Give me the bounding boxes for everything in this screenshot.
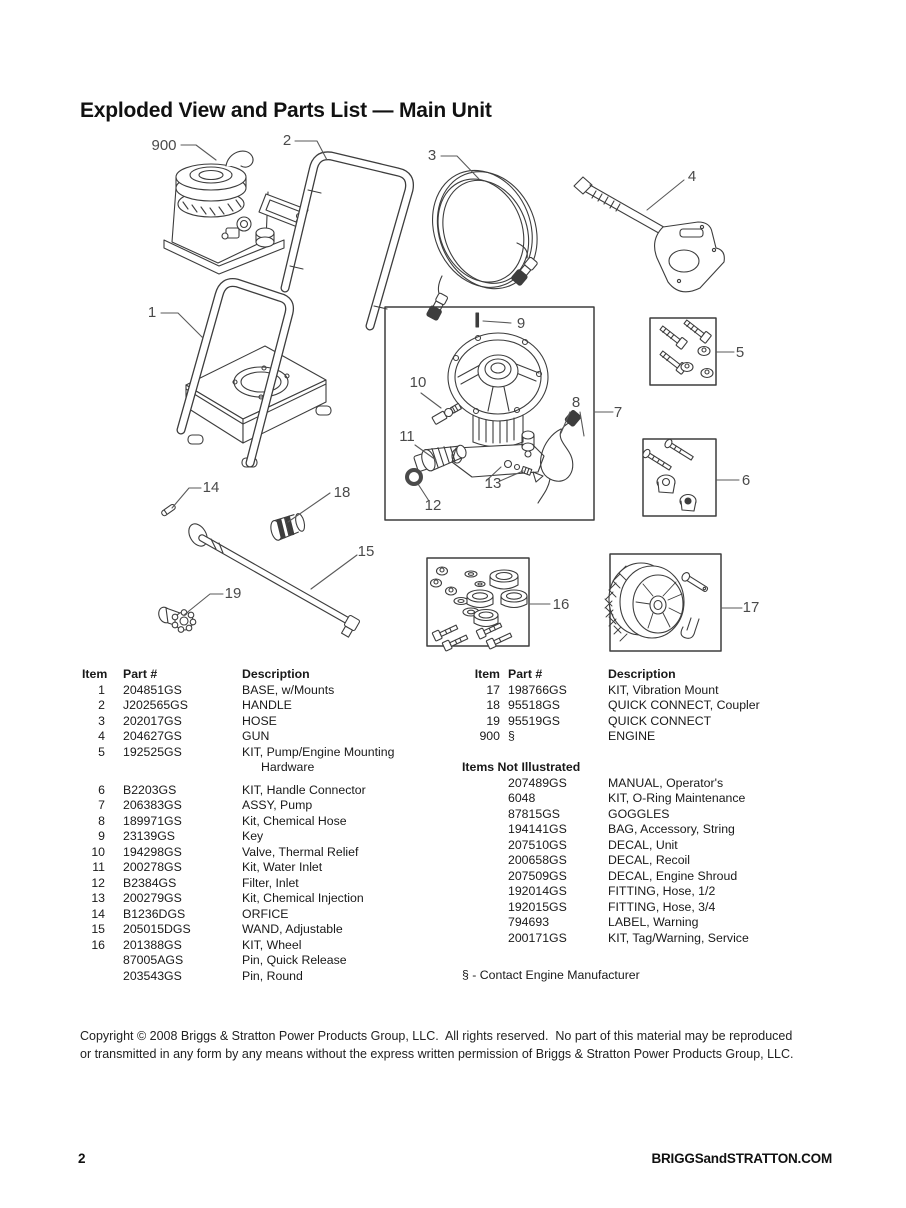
parts-row: 87005AGS Pin, Quick Release xyxy=(123,953,347,967)
callout-label-900: 900 xyxy=(151,137,177,154)
not-illustrated-header: Items Not Illustrated xyxy=(462,760,581,774)
table-spacer xyxy=(82,776,442,783)
parts-row: 1 204851GS BASE, w/Mounts xyxy=(98,682,335,697)
parts-row: 200171GS KIT, Tag/Warning, Service xyxy=(508,930,749,945)
wheel-box xyxy=(605,554,721,651)
callout-label-17: 17 xyxy=(742,599,760,616)
callout-leader-line xyxy=(172,488,201,508)
rubber-mounts xyxy=(467,570,527,627)
parts-row: 9 23139GS Key xyxy=(98,829,264,843)
parts-row: 19 95519GS QUICK CONNECT xyxy=(486,713,712,728)
frame-drawing xyxy=(181,283,331,468)
callout-label-2: 2 xyxy=(282,132,292,149)
page-number: 2 xyxy=(78,1151,86,1166)
parts-table-right xyxy=(462,667,843,984)
parts-row: 3 202017GS HOSE xyxy=(98,713,277,728)
parts-row: 16 201388GS KIT, Wheel xyxy=(91,937,302,952)
callout-leader-line xyxy=(421,393,441,408)
handle-drawing xyxy=(285,156,410,326)
parts-row: 192014GS FITTING, Hose, 1/2 xyxy=(508,884,716,898)
parts-row: Hardware xyxy=(261,760,315,774)
coupler-drawing xyxy=(269,513,307,542)
parts-table-header: Item Part # Description xyxy=(82,667,310,681)
parts-row: 194141GS BAG, Accessory, String xyxy=(508,822,735,836)
callout-label-8: 8 xyxy=(571,394,581,411)
parts-row: 12 B2384GS Filter, Inlet xyxy=(91,875,299,890)
parts-row: 15 205015DGS WAND, Adjustable xyxy=(91,922,343,936)
parts-row: 87815GS GOGGLES xyxy=(508,806,670,821)
parts-row: 192015GS FITTING, Hose, 3/4 xyxy=(508,899,716,914)
parts-row: 207510GS DECAL, Unit xyxy=(508,837,678,852)
parts-table-left xyxy=(82,667,442,984)
callout-label-15: 15 xyxy=(357,543,375,560)
callout-label-18: 18 xyxy=(333,484,351,501)
parts-row: 18 95518GS QUICK CONNECT, Coupler xyxy=(486,698,760,712)
callout-label-5: 5 xyxy=(735,344,745,361)
water-inlet-part xyxy=(413,438,469,475)
parts-row: 14 B1236DGS ORFICE xyxy=(91,906,289,921)
callout-label-16: 16 xyxy=(552,596,570,613)
handle-connector-box xyxy=(642,438,716,516)
page-title: Exploded View and Parts List — Main Unit xyxy=(80,99,492,122)
parts-row: 6 B2203GS KIT, Handle Connector xyxy=(98,782,366,797)
parts-row: 17 198766GS KIT, Vibration Mount xyxy=(486,682,719,697)
callout-leader-line xyxy=(580,412,584,436)
callout-leader-line xyxy=(441,156,479,179)
callout-label-9: 9 xyxy=(516,315,526,332)
callout-label-3: 3 xyxy=(427,147,437,164)
callout-leader-line xyxy=(311,555,357,589)
copyright-text: Copyright © 2008 Briggs & Stratton Power Products Group, LLC. All rights reserved. No part of this material may be reproduced or transmitted in any form by any means without the express written permission of Briggs & Stratton Power Products Group, LLC. xyxy=(80,1029,796,1061)
callout-leader-line xyxy=(181,145,216,160)
parts-row: 200658GS DECAL, Recoil xyxy=(508,853,691,867)
callout-leader-line xyxy=(161,313,203,338)
engine-drawing xyxy=(164,151,308,274)
parts-row: 8 189971GS Kit, Chemical Hose xyxy=(98,813,347,828)
callout-label-1: 1 xyxy=(147,304,157,321)
mounting-hardware-box xyxy=(650,318,716,385)
parts-table-header: Item Part # Description xyxy=(474,667,676,681)
callout-leader-line xyxy=(184,594,223,615)
callout-label-6: 6 xyxy=(741,472,751,489)
parts-row: 794693 LABEL, Warning xyxy=(508,915,699,929)
thermal-relief-part xyxy=(432,403,462,425)
nuts xyxy=(681,347,713,378)
cotter-pin xyxy=(681,618,699,638)
callout-label-10: 10 xyxy=(409,374,427,391)
callout-leader-line xyxy=(288,493,330,522)
wand-drawing xyxy=(185,521,360,639)
wheel-kit-box xyxy=(427,558,529,651)
nozzle-drawing xyxy=(157,605,196,632)
parts-row: 10 194298GS Valve, Thermal Relief xyxy=(91,844,359,859)
parts-row: 11 200278GS Kit, Water Inlet xyxy=(92,860,323,874)
parts-row: 207489GS MANUAL, Operator's xyxy=(508,775,724,790)
callout-label-7: 7 xyxy=(613,404,623,421)
parts-row: 4 204627GS GUN xyxy=(98,729,270,743)
callout-label-4: 4 xyxy=(687,168,697,185)
callout-label-14: 14 xyxy=(202,479,220,496)
table-spacer xyxy=(473,946,843,968)
website-text: BRIGGSandSTRATTON.COM xyxy=(651,1151,832,1166)
exploded-diagram xyxy=(80,130,840,665)
parts-row: 7 206383GS ASSY, Pump xyxy=(98,798,313,812)
callout-label-19: 19 xyxy=(224,585,242,602)
callout-label-11: 11 xyxy=(399,428,415,445)
hose-drawing xyxy=(415,154,554,306)
axle-pin xyxy=(680,571,709,594)
parts-row: 900 § ENGINE xyxy=(479,729,656,743)
callout-label-13: 13 xyxy=(484,475,502,492)
parts-row: 13 200279GS Kit, Chemical Injection xyxy=(91,891,364,905)
chemical-hose-part xyxy=(538,410,581,503)
parts-row: 5 192525GS KIT, Pump/Engine Mounting xyxy=(98,744,395,759)
parts-row: 6048 KIT, O-Ring Maintenance xyxy=(508,791,746,805)
callout-leader-line xyxy=(647,180,684,210)
key-part xyxy=(476,313,479,327)
callout-label-12: 12 xyxy=(424,497,442,514)
parts-row: 207509GS DECAL, Engine Shroud xyxy=(508,868,738,883)
table-spacer xyxy=(473,745,843,761)
knob-nuts xyxy=(657,475,696,511)
parts-row: 2 J202565GS HANDLE xyxy=(98,698,292,712)
parts-row: 203543GS Pin, Round xyxy=(123,968,303,983)
gun-drawing xyxy=(574,177,724,292)
callout-leader-line xyxy=(483,321,511,323)
engine-footnote: § - Contact Engine Manufacturer xyxy=(462,968,640,982)
inlet-filter-part xyxy=(407,470,421,484)
